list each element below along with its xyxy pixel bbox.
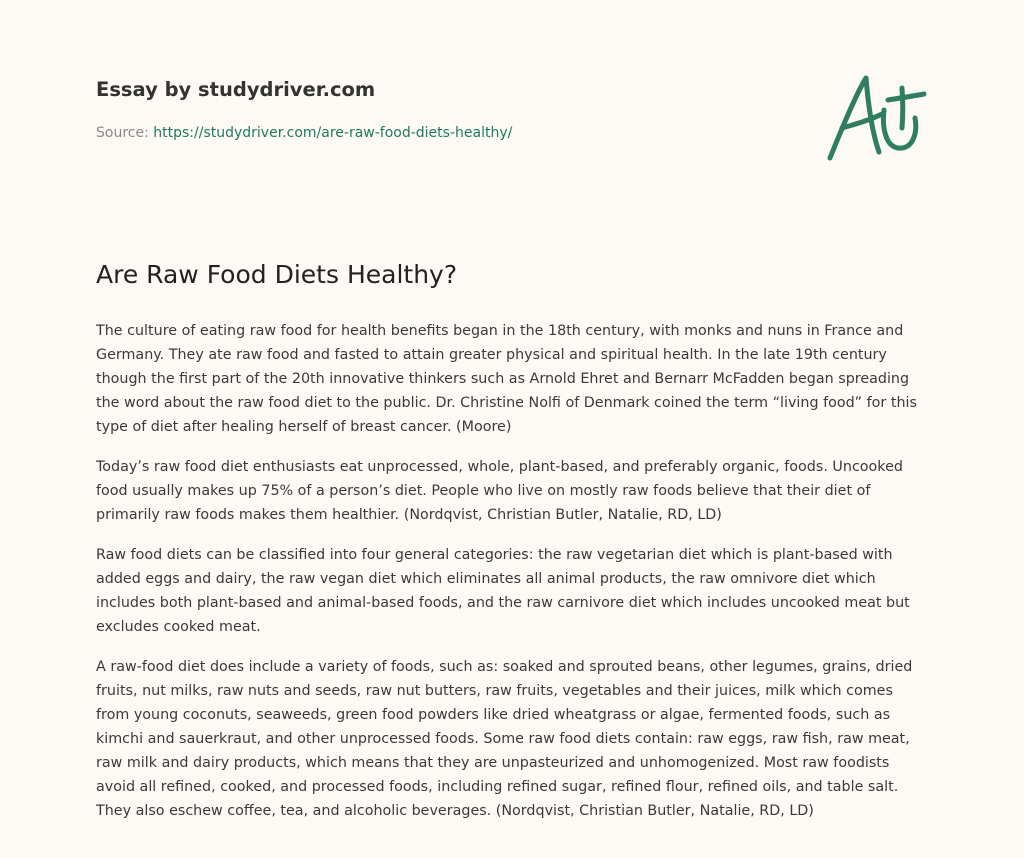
essay-title: Are Raw Food Diets Healthy?	[96, 260, 458, 289]
page-header	[96, 77, 796, 142]
source-link[interactable]: https://studydriver.com/are-raw-food-diets-healthy/	[153, 125, 513, 141]
essay-paragraph: A raw-food diet does include a variety of foods, such as: soaked and sprouted beans, other legumes, grains, dried fruits, nut milks, raw nuts and seeds, raw nut butters, raw fruits, vegetables and their juices, milk which comes from young coconuts, seaweeds, green food powders like dried wheatgrass or algae, fermented foods, such as kimchi and sauerkraut, and other unprocessed foods. Some raw food diets contain: raw eggs, raw fish, raw meat, raw milk and dairy products, which means that they are unpasteurized and unhomogenized. Most raw foodists avoid all refined, cooked, and processed foods, including refined sugar, refined flour, refined oils, and table salt. They also eschew coffee, tea, and alcoholic beverages. (Nordqvist, Christian Butler, Natalie, RD, LD)	[96, 659, 913, 819]
source-line	[96, 124, 796, 142]
essay-paragraph: Raw food diets can be classified into four general categories: the raw vegetarian diet which is plant-based with added eggs and dairy, the raw vegan diet which eliminates all animal products, the raw omnivore diet which includes both plant-based and animal-based foods, and the raw carnivore diet which includes uncooked meat but excludes cooked meat.	[96, 547, 910, 635]
essay-paragraph: The culture of eating raw food for health benefits began in the 18th century, with monks and nuns in France and Germany. They ate raw food and fasted to attain greater physical and spiritual health. In the late 19th century though the first part of the 20th innovative thinkers such as Arnold Ehret and Bernarr McFadden began spreading the word about the raw food diet to the public. Dr. Christine Nolfi of Denmark coined the term “living food” for this type of diet after healing herself of breast cancer. (Moore)	[96, 323, 917, 435]
essay	[96, 258, 928, 839]
a-plus-grade-icon	[822, 70, 928, 164]
site-title: Essay by studydriver.com	[96, 78, 376, 101]
source-label: Source:	[96, 125, 154, 141]
essay-paragraph: Today’s raw food diet enthusiasts eat unprocessed, whole, plant-based, and preferably organic, foods. Uncooked food usually makes up 75% of a person’s diet. People who live on mostly raw foods believe that their diet of primarily raw foods makes them healthier. (Nordqvist, Christian Butler, Natalie, RD, LD)	[96, 459, 903, 523]
